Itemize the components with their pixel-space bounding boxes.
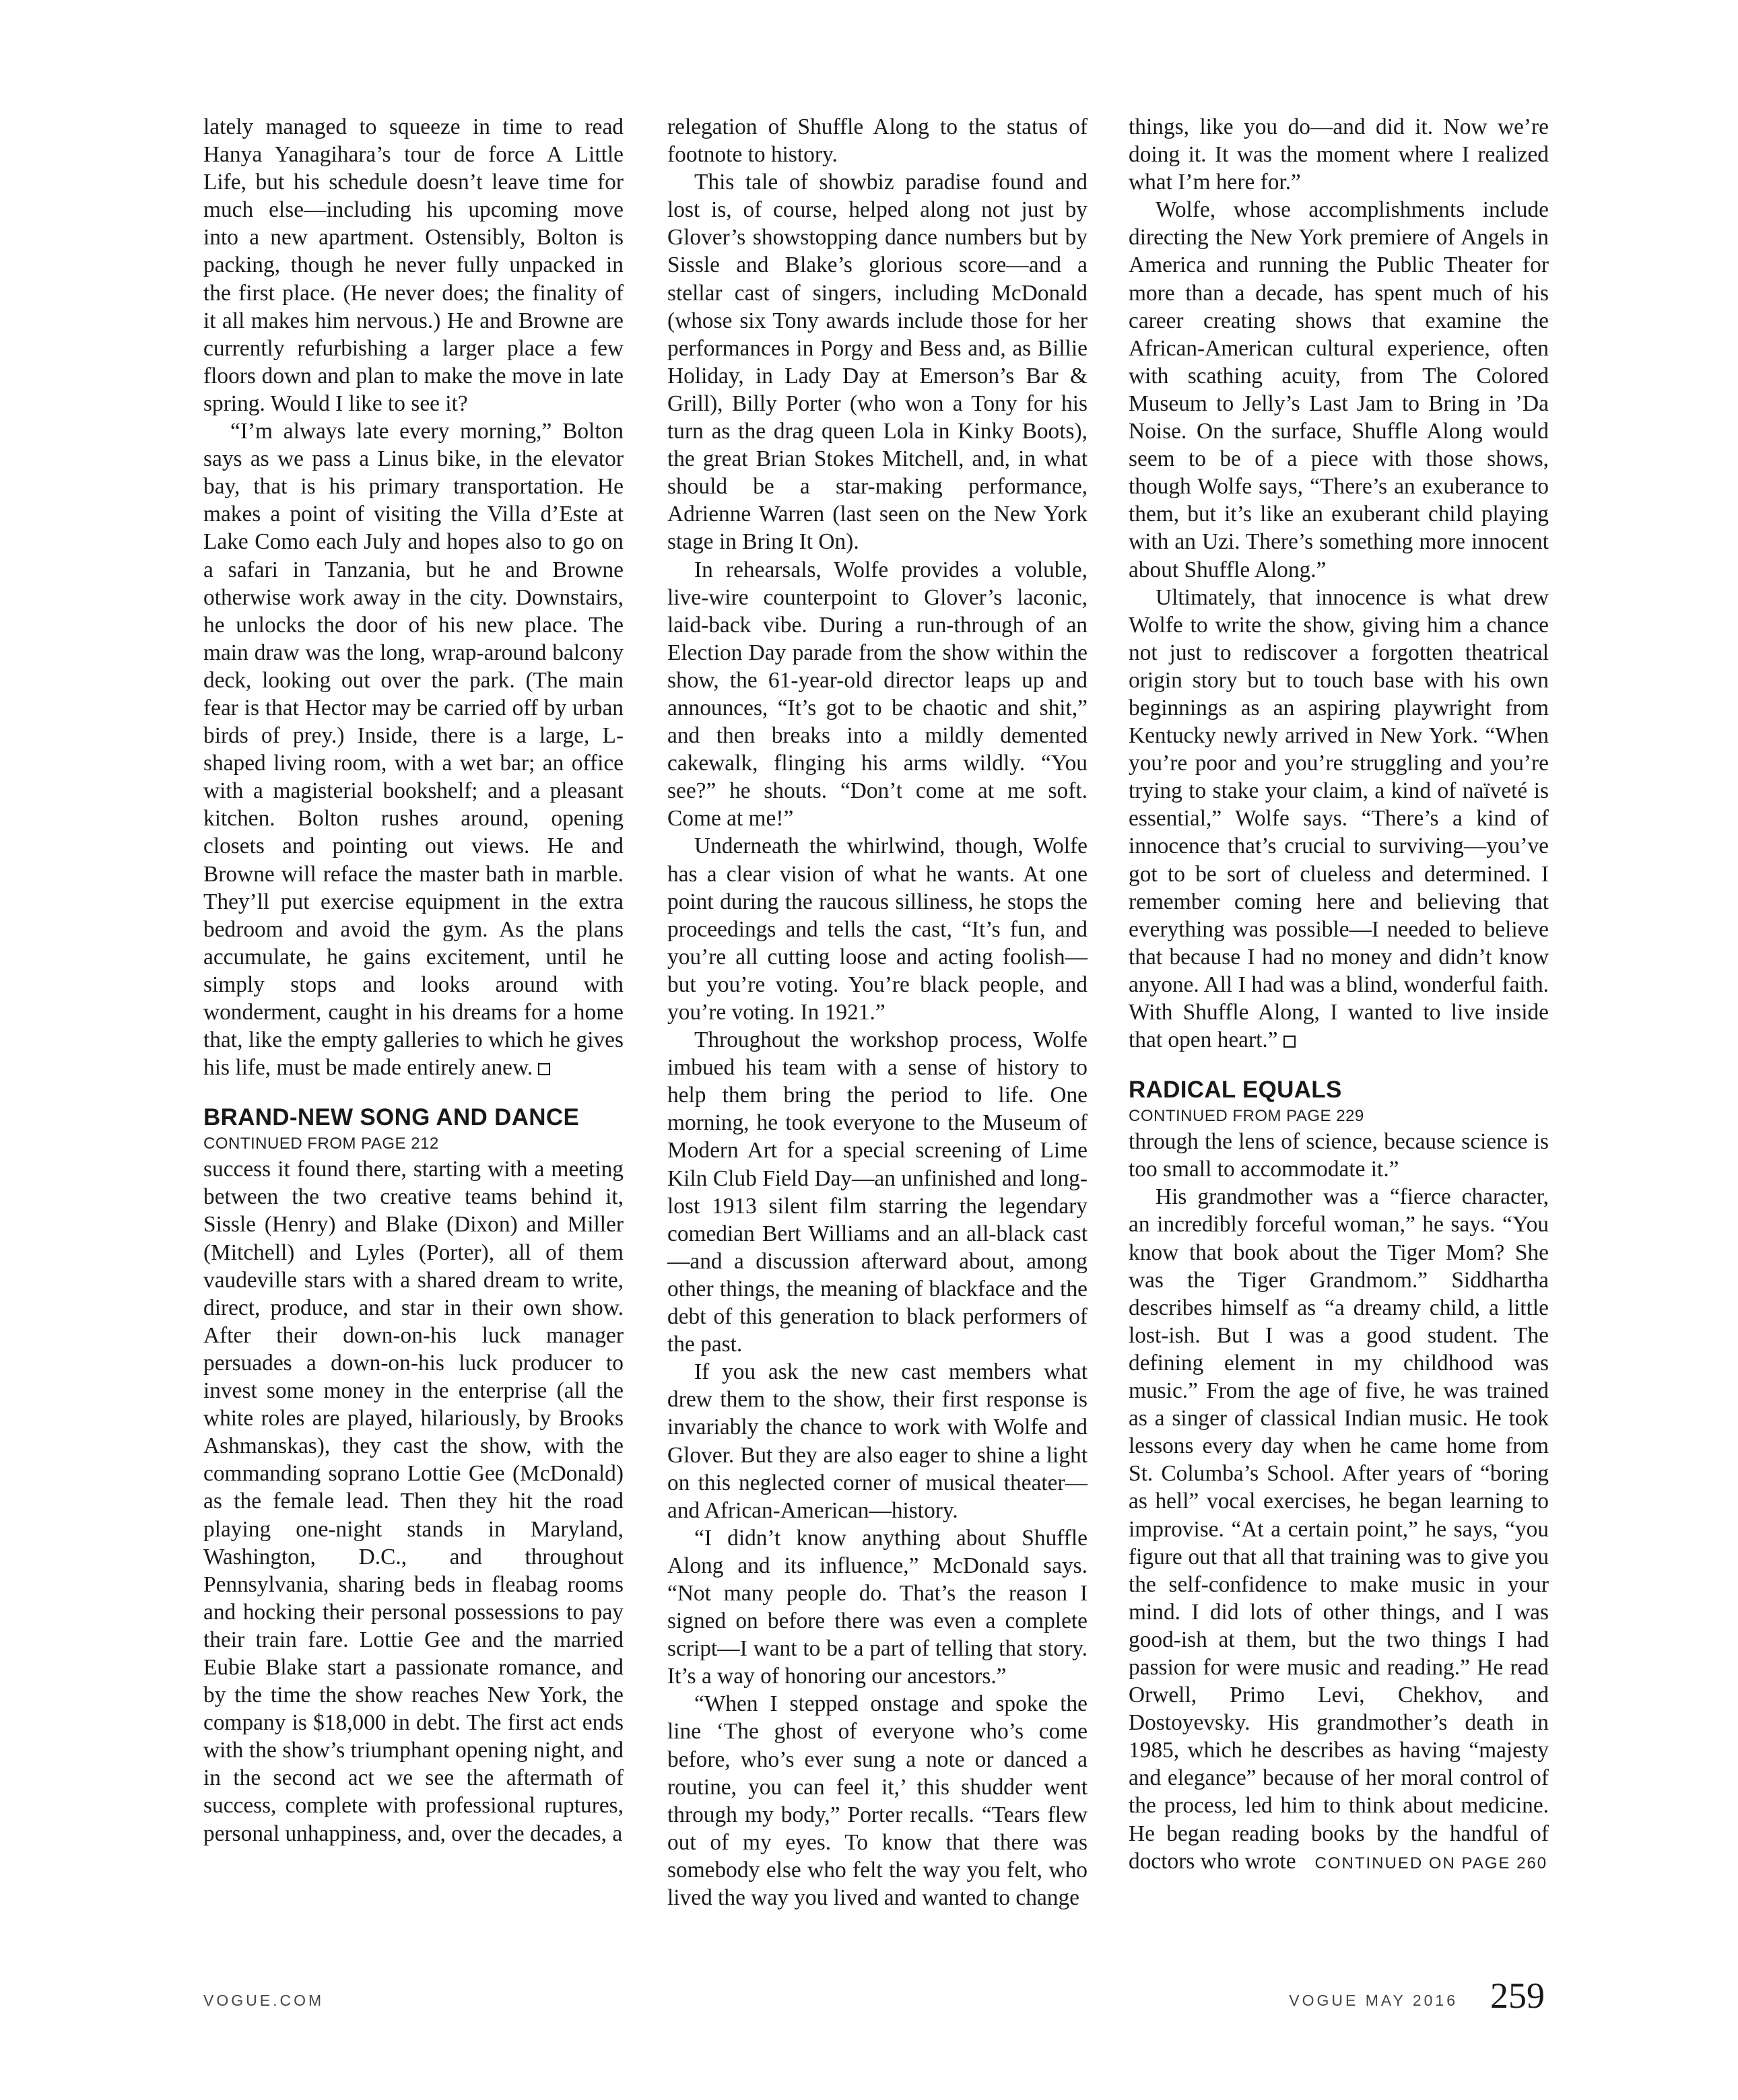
paragraph: If you ask the new cast members what drew them to the show, their first response is invariably the chance to work with Wolfe and Glover. But they are also eager to shine a light on this neglected corner of musical theater—and African-American—history. xyxy=(667,1359,1088,1523)
paragraph xyxy=(1129,584,1549,1054)
text-column-3 xyxy=(1129,113,1549,1877)
text-column-2 xyxy=(667,113,1088,1911)
paragraph: lately managed to squeeze in time to read Hanya Yanagihara’s tour de force A Little Life, but his schedule doesn’t leave time for much else—including his upcoming move into a new apartment. Ostensibly, Bolton is packing, though he never fully unpacked in the first place. (He never does; the finality of it all makes him nervous.) He and Browne are currently refurbishing a larger place a few floors down and plan to make the move in late spring. Would I like to see it? xyxy=(203,114,624,416)
paragraph xyxy=(1129,1183,1549,1876)
paragraph-text: “I’m always late every morning,” Bolton says as we pass a Linus bike, in the elevator bay, that is his primary transportation. He makes a point of visiting the Villa d’Este at Lake Como each July and hopes also to go on a safari in Tanzania, but he and Browne otherwise work away in the city. Downstairs, he unlocks the door of his new place. The main draw was the long, wrap-around balcony deck, looking out over the park. (The main fear is that Hector may be carried off by urban birds of prey.) Inside, there is a large, L-shaped living room, with a wet bar; an office with a magisterial bookshelf; and a pleasant kitchen. Bolton rushes around, opening closets and pointing out views. He and Browne will reface the master bath in marble. They’ll put exercise equipment in the extra bedroom and avoid the gym. As the plans accumulate, he gains excitement, until he simply stops and looks around with wonderment, caught in his dreams for a home that, like the empty galleries to which he gives his life, must be made entirely anew. xyxy=(203,419,624,1081)
paragraph: This tale of showbiz paradise found and lost is, of course, helped along not just by Glover’s showstopping dance numbers but by Sissle and Blake’s glorious score—and a stellar cast of singers, including McDonald (whose six Tony awards include those for her performances in Porgy and Bess and, as Billie Holiday, in Lady Day at Emerson’s Bar & Grill), Billy Porter (who won a Tony for his turn as the drag queen Lola in Kinky Boots), the great Brian Stokes Mitchell, and, in what should be a star-making performance, Adrienne Warren (last seen on the New York stage in Bring It On). xyxy=(667,170,1088,555)
paragraph: “When I stepped onstage and spoke the line ‘The ghost of everyone who’s come before, who’s ever sung a note or danced a routine, you can feel it,’ this shudder went through my body,” Porter recalls. “Tears flew out of my eyes. To know that there was somebody else who felt the way you felt, who lived the way you lived and wanted to change xyxy=(667,1691,1088,1910)
section-heading: RADICAL EQUALS xyxy=(1129,1077,1342,1104)
paragraph-text: His grandmother was a “fierce character, an incredibly forceful woman,” he says. “You know that book about the Tiger Mom? She was the Tiger Grandmom.” Siddhartha describes himself as “a dreamy child, a little lost-ish. But I was a good student. The defining element in my childhood was music.” From the age of five, he was trained as a singer of classical Indian music. He took lessons every day when he came home from St. Columba’s School. After years of “boring as hell” vocal exercises, he began learning to improvise. “At a certain point,” he says, “you figure out that all that training was to give you the self-confidence to make music in your mind. I did lots of other things, and I was good-ish at them, but the two things I had passion for were music and reading.” He read Orwell, Primo Levi, Chekhov, and Dostoyevsky. His grandmother’s death in 1985, which he describes as having “majesty and elegance” because of her moral control of the process, led him to think about medicine. He began reading books by the handful of doctors who wrote xyxy=(1129,1184,1549,1874)
page-number: 259 xyxy=(1490,1975,1545,2016)
paragraph: Underneath the whirlwind, though, Wolfe has a clear vision of what he wants. At one point during the raucous silliness, he stops the proceedings and tells the cast, “It’s fun, and you’re all cutting loose and acting foolish—but you’re voting. You’re black people, and you’re voting. In 1921.” xyxy=(667,834,1088,1025)
paragraph: through the lens of science, because science is too small to accommodate it.” xyxy=(1129,1129,1549,1182)
paragraph: things, like you do—and did it. Now we’re doing it. It was the moment where I realized what I’m here for.” xyxy=(1129,114,1549,195)
paragraph xyxy=(203,417,624,1081)
paragraph-text: Ultimately, that innocence is what drew Wolfe to write the show, giving him a chance not just to rediscover a forgotten theatrical origin story but to touch base with his own beginnings as an aspiring playwright from Kentucky newly arrived in New York. “When you’re poor and you’re struggling and you’re trying to stake your claim, a kind of naïveté is essential,” Wolfe says. “There’s a kind of innocence that’s crucial to surviving—you’ve got to be sort of clueless and determined. I remember coming here and believing that everything was possible—I needed to believe that because I had no money and didn’t know anyone. All I had was a blind, wonderful faith. With Shuffle Along, I wanted to live inside that open heart.” xyxy=(1129,584,1549,1053)
continued-from-label: CONTINUED FROM PAGE 212 xyxy=(203,1134,439,1153)
paragraph: Wolfe, whose accomplishments include directing the New York premiere of Angels in America and running the Public Theater for more than a decade, has spent much of his career creating shows that examine the African-American cultural experience, often with scathing acuity, from The Colored Museum to Jelly’s Last Jam to Bring in ’Da Noise. On the surface, Shuffle Along would seem to be of a piece with those shows, though Wolfe says, “There’s an exuberance to them, but it’s like an exuberant child playing with an Uzi. There’s something more innocent about Shuffle Along.” xyxy=(1129,197,1549,582)
paragraph: success it found there, starting with a meeting between the two creative teams behind it, Sissle (Henry) and Blake (Dixon) and Miller (Mitchell) and Lyles (Porter), all of them vaudeville stars with a shared dream to write, direct, produce, and star in their own show. After their down-on-his luck manager persuades a down-on-his luck producer to invest some money in the enterprise (all the white roles are played, hilariously, by Brooks Ashmanskas), they cast the show, with the commanding soprano Lottie Gee (McDonald) as the female lead. Then they hit the road playing one-night stands in Maryland, Washington, D.C., and throughout Pennsylvania, sharing beds in fleabag rooms and hocking their personal possessions to pay their train fare. Lottie Gee and the married Eubie Blake start a passionate romance, and by the time the show reaches New York, the company is $18,000 in debt. The first act ends with the show’s triumphant opening night, and in the second act we see the aftermath of success, complete with professional ruptures, personal unhappiness, and, over the decades, a xyxy=(203,1157,624,1846)
section-heading: BRAND-NEW SONG AND DANCE xyxy=(203,1104,580,1131)
paragraph: In rehearsals, Wolfe provides a voluble, live-wire counterpoint to Glover’s laconic, laid-back vibe. During a run-through of an Election Day parade from the show within the show, the 61-year-old director leaps up and announces, “It’s got to be chaotic and shit,” and then breaks into a mildly demented cakewalk, flinging his arms wildly. “You see?” he shouts. “Don’t come at me soft. Come at me!” xyxy=(667,557,1088,832)
end-mark-icon xyxy=(1283,1036,1296,1048)
continued-on-label: CONTINUED ON PAGE 260 xyxy=(1314,1854,1548,1872)
text-column-1 xyxy=(203,113,624,1848)
end-mark-icon xyxy=(538,1063,550,1075)
paragraph: relegation of Shuffle Along to the status of footnote to history. xyxy=(667,114,1088,168)
paragraph: Throughout the workshop process, Wolfe imbued his team with a sense of history to help them bring the period to life. One morning, he took everyone to the Museum of Modern Art for a special screening of Lime Kiln Club Field Day—an unfinished and long-lost 1913 silent film starring the legendary comedian Bert Williams and an all-black cast—and a discussion afterward about, among other things, the meaning of blackface and the debt of this generation to black performers of the past. xyxy=(667,1027,1088,1357)
paragraph: “I didn’t know anything about Shuffle Along and its influence,” McDonald says. “Not many people do. That’s the reason I signed on before there was even a complete script—I want to be a part of telling that story. It’s a way of honoring our ancestors.” xyxy=(667,1525,1088,1689)
continued-from-label: CONTINUED FROM PAGE 229 xyxy=(1129,1107,1364,1126)
footer-site: VOGUE.COM xyxy=(203,1992,325,2009)
footer-issue: VOGUE MAY 2016 xyxy=(1289,1992,1458,2009)
